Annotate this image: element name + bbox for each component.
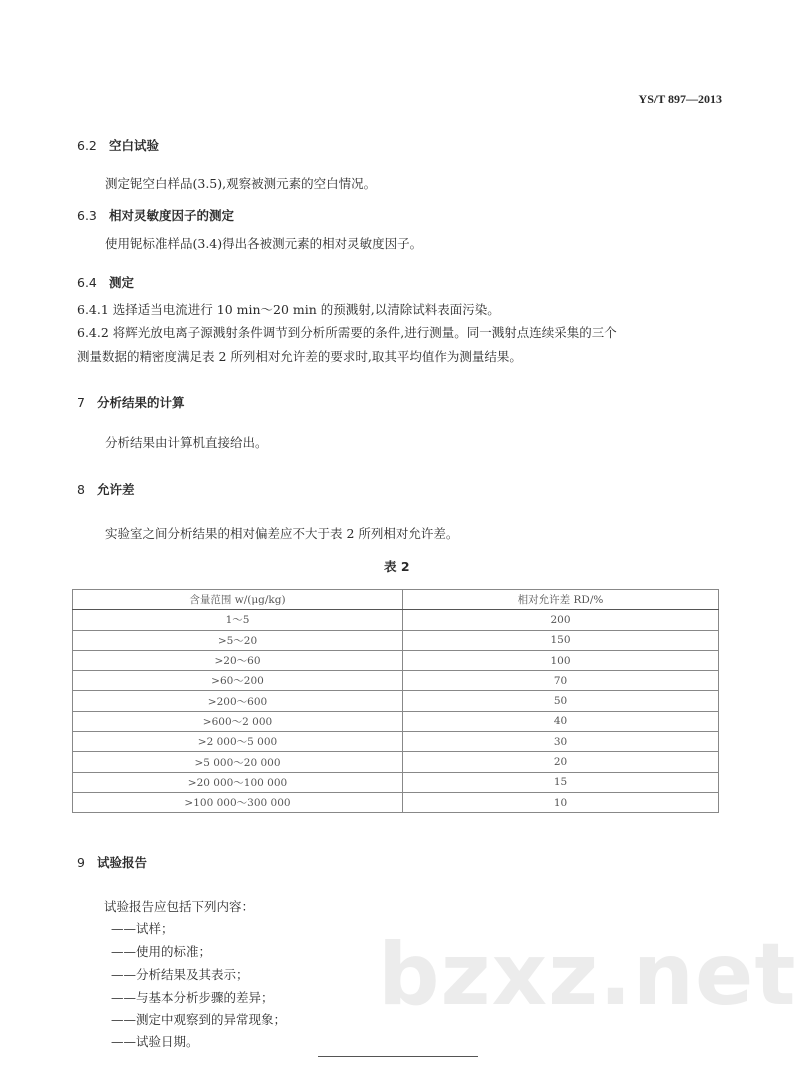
section-7-heading	[77, 393, 185, 411]
table-row	[73, 792, 719, 812]
section-number: 7	[77, 395, 85, 410]
section-number: 8	[77, 482, 85, 497]
section-title: 相对灵敏度因子的测定	[109, 208, 235, 223]
report-list-item: ——与基本分析步骤的差异；	[111, 990, 274, 1005]
table-row	[73, 772, 719, 792]
clause-6-4-2-cont: 测量数据的精密度满足表 2 所列相对允许差的要求时,取其平均值作为测量结果。	[77, 349, 522, 364]
section-6-4-heading	[77, 273, 134, 291]
report-list-item: ——测定中观察到的异常现象；	[111, 1012, 287, 1027]
table-row	[73, 671, 719, 691]
cell-content-range: >60～200	[73, 671, 403, 691]
cell-content-range: >100 000～300 000	[73, 792, 403, 812]
report-list-item: ——使用的标准；	[111, 944, 212, 959]
table-header-row	[73, 590, 719, 610]
cell-relative-tolerance: 10	[403, 792, 719, 812]
report-list-item: ——试验日期。	[111, 1034, 199, 1049]
standard-number: YS/T 897—2013	[638, 92, 722, 106]
cell-relative-tolerance: 15	[403, 772, 719, 792]
section-number: 6.2	[77, 138, 97, 153]
column-header-relative-tolerance: 相对允许差 RD/%	[403, 590, 719, 610]
section-title: 测定	[109, 275, 135, 290]
section-8-heading	[77, 480, 135, 498]
section-7-text: 分析结果由计算机直接给出。	[105, 435, 268, 450]
section-6-2-text: 测定铌空白样品(3.5),观察被测元素的空白情况。	[105, 176, 377, 191]
section-title: 空白试验	[109, 138, 160, 153]
cell-relative-tolerance: 50	[403, 691, 719, 711]
cell-content-range: >600～2 000	[73, 711, 403, 731]
watermark: bzxz.net	[378, 925, 797, 1025]
cell-content-range: 1～5	[73, 610, 403, 630]
section-number: 6.4	[77, 275, 97, 290]
cell-content-range: >20～60	[73, 650, 403, 670]
cell-relative-tolerance: 100	[403, 650, 719, 670]
report-list-item: ——试样；	[111, 921, 174, 936]
table-row	[73, 650, 719, 670]
column-header-content-range: 含量范围 w/(μg/kg)	[73, 590, 403, 610]
section-9-text: 试验报告应包括下列内容：	[104, 899, 255, 914]
section-6-3-heading	[77, 206, 234, 224]
table-row	[73, 610, 719, 630]
cell-relative-tolerance: 20	[403, 752, 719, 772]
section-8-text: 实验室之间分析结果的相对偏差应不大于表 2 所列相对允许差。	[105, 526, 459, 541]
cell-content-range: >200～600	[73, 691, 403, 711]
report-list-item: ——分析结果及其表示；	[111, 967, 249, 982]
cell-relative-tolerance: 200	[403, 610, 719, 630]
clause-6-4-2: 6.4.2 将辉光放电离子源溅射条件调节到分析所需要的条件,进行测量。同一溅射点连续采集的三个	[77, 325, 617, 340]
tolerance-table	[72, 589, 719, 813]
cell-content-range: >20 000～100 000	[73, 772, 403, 792]
cell-relative-tolerance: 150	[403, 630, 719, 650]
table-row	[73, 630, 719, 650]
section-6-2-heading	[77, 136, 159, 154]
table-row	[73, 732, 719, 752]
cell-content-range: >5 000～20 000	[73, 752, 403, 772]
table-row	[73, 691, 719, 711]
section-title: 允许差	[97, 482, 135, 497]
table-row	[73, 711, 719, 731]
section-9-heading	[77, 853, 147, 871]
cell-relative-tolerance: 70	[403, 671, 719, 691]
cell-content-range: >2 000～5 000	[73, 732, 403, 752]
table-row	[73, 752, 719, 772]
cell-relative-tolerance: 40	[403, 711, 719, 731]
cell-content-range: >5～20	[73, 630, 403, 650]
section-title: 分析结果的计算	[97, 395, 185, 410]
section-title: 试验报告	[97, 855, 148, 870]
table-caption: 表 2	[384, 559, 410, 574]
section-number: 9	[77, 855, 85, 870]
end-rule	[318, 1056, 478, 1057]
section-number: 6.3	[77, 208, 97, 223]
cell-relative-tolerance: 30	[403, 732, 719, 752]
clause-6-4-1: 6.4.1 选择适当电流进行 10 min～20 min 的预溅射,以清除试料表面污染。	[77, 302, 500, 317]
section-6-3-text: 使用铌标准样品(3.4)得出各被测元素的相对灵敏度因子。	[105, 236, 423, 251]
